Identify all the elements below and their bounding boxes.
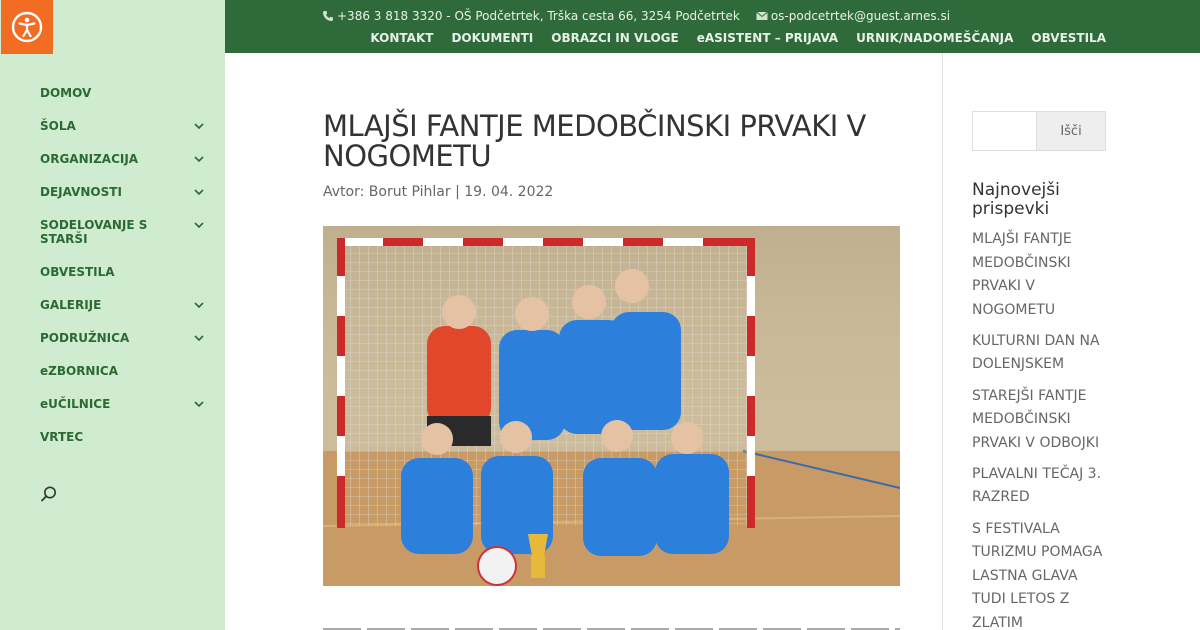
sidebar-item[interactable] <box>0 331 225 345</box>
sidebar-item[interactable] <box>0 119 225 133</box>
email-icon <box>756 10 768 22</box>
sidebar-item-label: DEJAVNOSTI <box>40 185 122 199</box>
search-input[interactable] <box>972 111 1036 151</box>
sidebar-item[interactable] <box>0 185 225 199</box>
top-nav-link[interactable]: OBRAZCI IN VLOGE <box>551 31 679 45</box>
sidebar-item-label: ORGANIZACIJA <box>40 152 139 166</box>
sidebar-item-label: OBVESTILA <box>40 265 115 279</box>
post-title: MLAJŠI FANTJE MEDOBČINSKI PRVAKI V NOGOMETU <box>323 109 866 173</box>
sidebar-item-label: PODRUŽNICA <box>40 331 130 345</box>
top-nav-link[interactable]: eASISTENT – PRIJAVA <box>696 31 839 45</box>
chevron-down-icon[interactable] <box>193 218 205 232</box>
search-icon[interactable] <box>40 485 58 503</box>
sidebar-item[interactable] <box>0 152 225 166</box>
sidebar-item-label: eZBORNICA <box>40 364 119 378</box>
post-meta: Avtor: Borut Pihlar | 19. 04. 2022 <box>323 184 554 200</box>
left-sidebar <box>0 0 225 630</box>
widget-search <box>972 111 1106 151</box>
chevron-down-icon[interactable] <box>193 119 205 133</box>
sidebar-item-label: GALERIJE <box>40 298 102 312</box>
sidebar-item[interactable] <box>0 397 225 411</box>
contact-line <box>322 9 950 23</box>
top-nav-link[interactable]: OBVESTILA <box>1031 31 1106 45</box>
top-nav-link[interactable]: KONTAKT <box>370 31 434 45</box>
chevron-down-icon[interactable] <box>193 185 205 199</box>
sidebar-item-label: VRTEC <box>40 430 84 444</box>
accessibility-icon <box>11 11 43 43</box>
accessibility-button[interactable] <box>1 0 53 54</box>
chevron-down-icon[interactable] <box>193 331 205 345</box>
recent-posts-list <box>972 228 1112 630</box>
sidebar-item[interactable] <box>0 265 225 279</box>
top-bar <box>225 0 1200 53</box>
recent-post-link[interactable]: KULTURNI DAN NA DOLENJSKEM <box>972 332 1100 373</box>
sidebar-item-label: eUČILNICE <box>40 397 111 411</box>
sidebar-item[interactable] <box>0 218 225 246</box>
main-content <box>225 53 942 630</box>
sidebar-item-label: ŠOLA <box>40 119 76 133</box>
recent-post-link[interactable]: MLAJŠI FANTJE MEDOBČINSKI PRVAKI V NOGOMETU <box>972 231 1072 318</box>
search-button[interactable]: Išči <box>1036 111 1106 151</box>
email-link[interactable]: os-podcetrtek@guest.arnes.si <box>770 9 951 23</box>
post-image <box>323 226 900 586</box>
recent-posts-title: Najnovejši prispevki <box>972 180 1060 219</box>
sidebar-item[interactable] <box>0 430 225 444</box>
chevron-down-icon[interactable] <box>193 152 205 166</box>
phone-icon <box>322 10 334 22</box>
sidebar-item[interactable] <box>0 364 225 378</box>
top-nav <box>352 31 1106 45</box>
sidebar-item[interactable] <box>0 298 225 312</box>
recent-post-link[interactable]: STAREJŠI FANTJE MEDOBČINSKI PRVAKI V ODBOJKI <box>972 387 1100 451</box>
team-photo-graphic <box>323 226 900 586</box>
content-divider <box>942 53 943 630</box>
top-nav-link[interactable]: DOKUMENTI <box>451 31 534 45</box>
recent-post-link[interactable]: S FESTIVALA TURIZMU POMAGA LASTNA GLAVA TUDI LETOS Z ZLATIM <box>972 520 1103 630</box>
recent-post-link[interactable]: PLAVALNI TEČAJ 3. RAZRED <box>972 465 1102 506</box>
top-nav-link[interactable]: URNIK/NADOMEŠČANJA <box>856 31 1014 45</box>
post-body-cut <box>323 625 900 630</box>
sidebar-item[interactable] <box>0 86 225 100</box>
phone-address-text: +386 3 818 3320 - OŠ Podčetrtek, Trška cesta 66, 3254 Podčetrtek <box>337 9 740 23</box>
chevron-down-icon[interactable] <box>193 397 205 411</box>
sidebar-item-label: SODELOVANJE S STARŠI <box>40 218 148 246</box>
chevron-down-icon[interactable] <box>193 298 205 312</box>
sidebar-item-label: DOMOV <box>40 86 92 100</box>
